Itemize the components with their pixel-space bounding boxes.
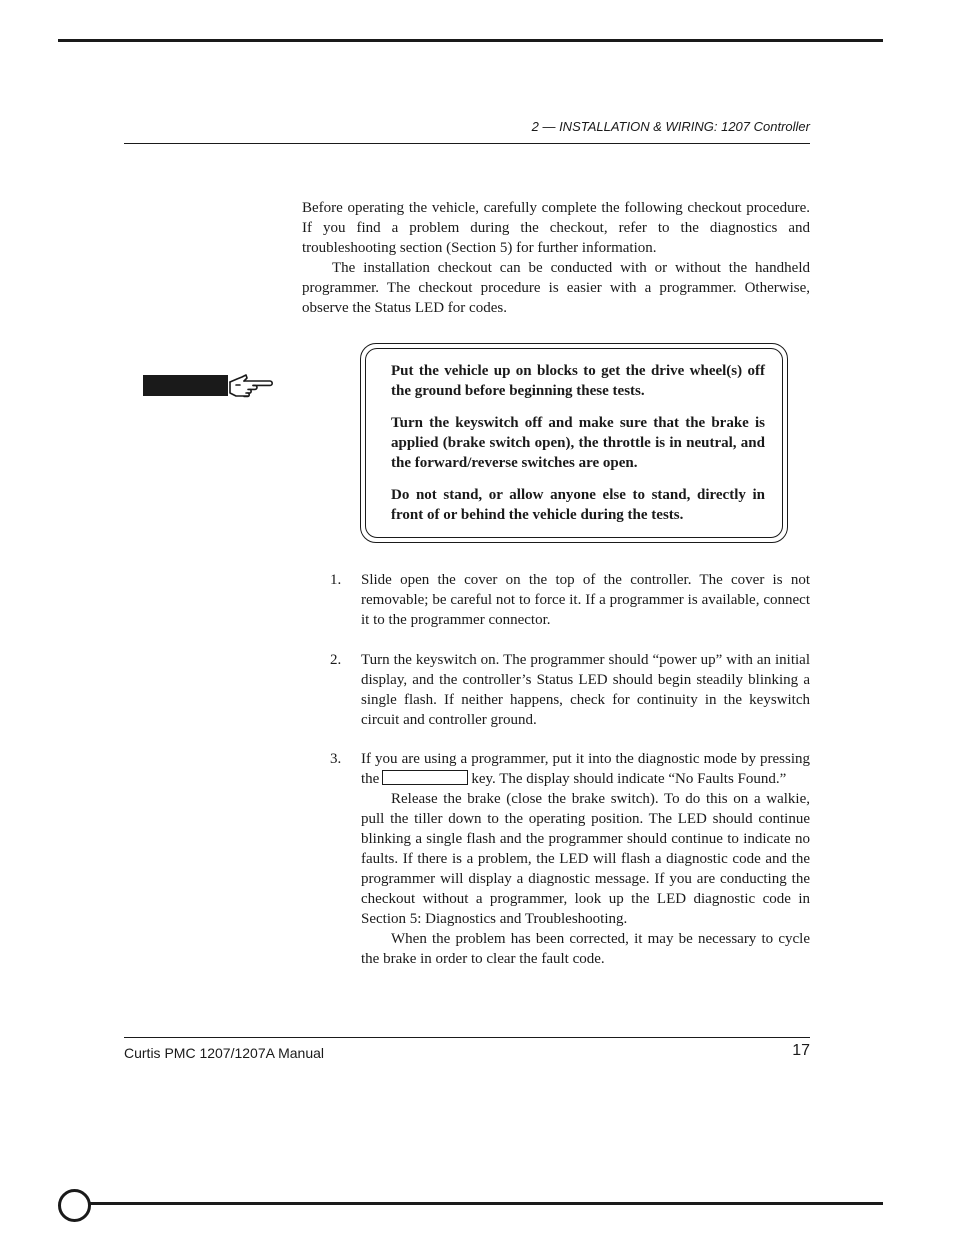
warning-paragraph-3: Do not stand, or allow anyone else to stand, directly in front of or behind the vehicle during the tests. [391,487,765,523]
header-rule [124,143,810,144]
top-rule [58,39,883,42]
page-number: 17 [792,1042,810,1059]
bottom-rule [74,1202,883,1205]
step-paragraph-3: When the problem has been corrected, it may be necessary to cycle the brake in order to clear the fault code. [361,931,810,967]
programmer-key-placeholder [382,770,468,785]
step-paragraph-2: Release the brake (close the brake switch). To do this on a walkie, pull the tiller down to the operating position. The LED should continue blinking a single flash and the programmer should continue to indicate no faults. If there is a problem, the LED will flash a diagnostic code and the programmer will display a diagnostic message. If you are conducting the checkout without a programmer, look up the LED diagnostic code in Section 5: Diagnostics and Troubleshooting. [361,791,810,927]
corner-circle-mark [58,1189,91,1222]
margin-note-bar [143,375,228,396]
pointing-hand-icon [226,369,274,401]
warning-paragraph-1: Put the vehicle up on blocks to get the drive wheel(s) off the ground before beginning these tests. [391,363,765,399]
step-text-before-key: If you are using a programmer, put it into the diagnostic mode by pressing the [361,751,810,787]
step-text [361,749,810,789]
step-text: Slide open the cover on the top of the controller. The cover is not removable; be careful not to force it. If a programmer is available, connect it to the programmer connector. [361,572,810,628]
step-text-after-key: key. The display should indicate “No Faults Found.” [471,771,787,787]
footer-manual-title: Curtis PMC 1207/1207A Manual [124,1045,324,1061]
step-text: Turn the keyswitch on. The programmer should “power up” with an initial display, and the controller’s Status LED should begin steadily blinking a single flash. If neither happens, check for continuity in the keyswitch circuit and controller ground. [361,652,810,728]
intro-paragraph-1: Before operating the vehicle, carefully complete the following checkout procedure. If you find a problem during the checkout, refer to the diagnostics and troubleshooting section (Section 5) for further information. [302,200,810,256]
step-number: 3. [330,751,342,767]
intro-paragraph-2: The installation checkout can be conducted with or without the handheld programmer. The checkout procedure is easier with a programmer. Otherwise, observe the Status LED for codes. [302,260,810,316]
footer-rule [124,1037,810,1038]
intro-text [302,198,810,318]
step-number: 1. [330,572,342,588]
step-number: 2. [330,652,342,668]
warning-box [391,361,765,537]
running-head: 2 — INSTALLATION & WIRING: 1207 Controller [531,119,810,134]
warning-paragraph-2: Turn the keyswitch off and make sure that the brake is applied (brake switch open), the throttle is in neutral, and the forward/reverse switches are open. [391,415,765,471]
